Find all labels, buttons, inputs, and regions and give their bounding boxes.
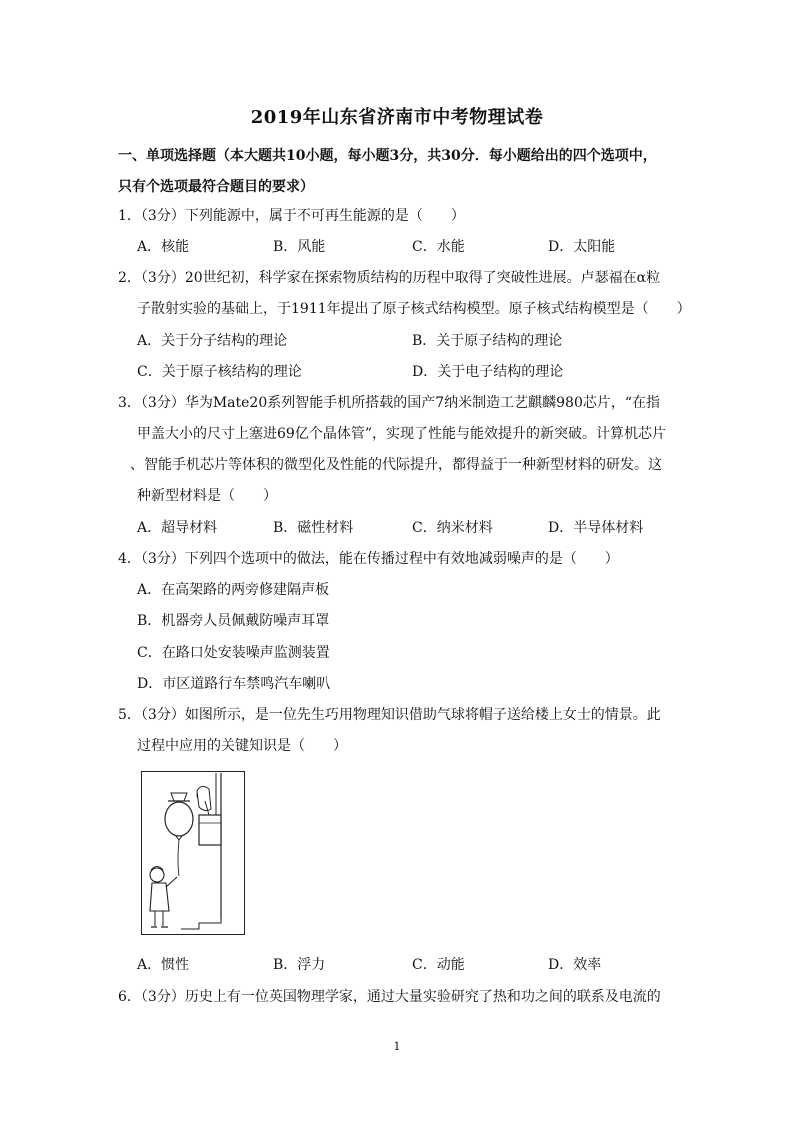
question-3-option-c: C．纳米材料 bbox=[412, 520, 493, 536]
question-4-text: 4．（3分）下列四个选项中的做法，能在传播过程中有效地减弱噪声的是（ ） bbox=[118, 551, 619, 567]
question-3-option-a: A．超导材料 bbox=[137, 520, 218, 536]
question-5-option-c: C．动能 bbox=[412, 957, 465, 973]
question-2-option-d: D．关于电子结构的理论 bbox=[412, 364, 564, 380]
question-3-option-d: D．半导体材料 bbox=[548, 520, 644, 536]
question-1-text: 1．（3分）下列能源中，属于不可再生能源的是（ ） bbox=[118, 208, 465, 224]
question-6-text-line-1: 6．（3分）历史上有一位英国物理学家，通过大量实验研究了热和功之间的联系及电流的 bbox=[118, 989, 661, 1005]
question-5-text-line-1: 5．（3分）如图所示，是一位先生巧用物理知识借助气球将帽子送给楼上女士的情景。此 bbox=[118, 707, 661, 723]
question-2-option-c: C．关于原子核结构的理论 bbox=[137, 364, 302, 380]
question-5-option-d: D．效率 bbox=[548, 957, 602, 973]
question-3-text-line-3: 、智能手机芯片等体积的微型化及性能的代际提升，都得益于一种新型材料的研发。这 bbox=[130, 457, 662, 473]
section-heading-line-2: 只有个选项最符合题目的要求） bbox=[118, 179, 314, 195]
question-3-text-line-4: 种新型材料是（ ） bbox=[137, 488, 277, 504]
question-5-text-line-2: 过程中应用的关键知识是（ ） bbox=[137, 738, 347, 754]
question-5-option-b: B．浮力 bbox=[273, 957, 326, 973]
section-heading-line-1: 一、单项选择题（本大题共10小题，每小题3分，共30分．每小题给出的四个选项中， bbox=[118, 148, 657, 164]
question-1-option-c: C．水能 bbox=[412, 239, 465, 255]
question-4-option-d: D．市区道路行车禁鸣汽车喇叭 bbox=[137, 676, 331, 692]
question-1-option-d: D．太阳能 bbox=[548, 239, 616, 255]
question-3-text-line-2: 甲盖大小的尺寸上塞进69亿个晶体管”，实现了性能与能效提升的新突破。计算机芯片 bbox=[137, 426, 666, 442]
question-3-option-b: B．磁性材料 bbox=[273, 520, 354, 536]
question-3-text-line-1: 3．（3分）华为Mate20系列智能手机所搭载的国产7纳米制造工艺麒麟980芯片，“在指 bbox=[118, 395, 661, 411]
question-2-option-b: B．关于原子结构的理论 bbox=[412, 333, 563, 349]
question-5-option-a: A．惯性 bbox=[137, 957, 190, 973]
question-1-option-a: A．核能 bbox=[137, 239, 190, 255]
question-4-option-c: C．在路口处安装噪声监测装置 bbox=[137, 645, 330, 661]
question-4-option-a: A．在高架路的两旁修建隔声板 bbox=[137, 582, 330, 598]
question-1-option-b: B．风能 bbox=[273, 239, 326, 255]
balloon-hat-illustration bbox=[141, 771, 245, 935]
question-2-option-a: A．关于分子结构的理论 bbox=[137, 333, 288, 349]
page-title: 2019年山东省济南市中考物理试卷 bbox=[250, 107, 544, 128]
question-4-option-b: B．机器旁人员佩戴防噪声耳罩 bbox=[137, 613, 330, 629]
question-2-text-line-2: 子散射实验的基础上，于1911年提出了原子核式结构模型。原子核式结构模型是（ ） bbox=[137, 301, 691, 317]
question-2-text-line-1: 2．（3分）20世纪初，科学家在探索物质结构的历程中取得了突破性进展。卢瑟福在α粒 bbox=[118, 270, 661, 286]
page-number: 1 bbox=[393, 1040, 401, 1053]
